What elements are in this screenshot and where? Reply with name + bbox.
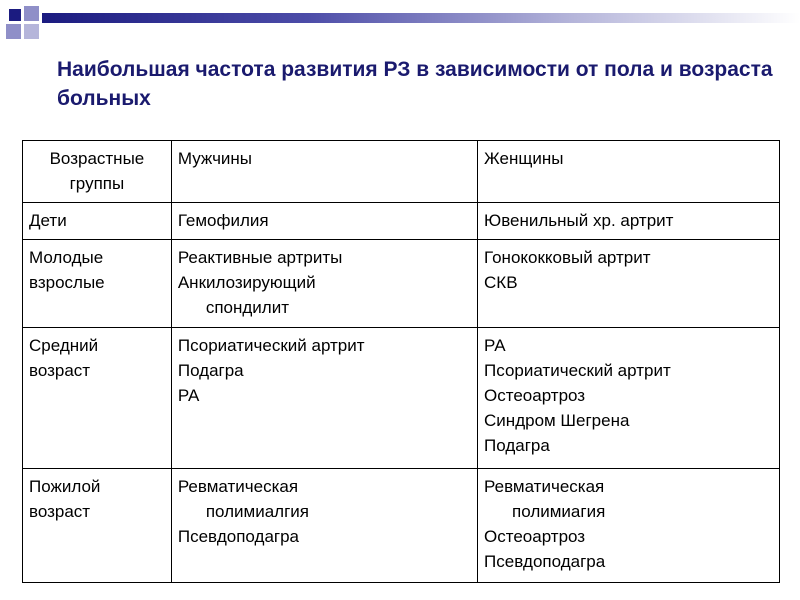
cell-line: Ревматическая xyxy=(177,477,299,496)
cell-men xyxy=(171,203,477,240)
cell-line: Гонококковый артрит xyxy=(484,248,651,267)
cell-line: Реактивные артриты xyxy=(177,248,343,267)
cell-line: Остеоартроз xyxy=(484,386,586,405)
cell-line: Остеоартроз xyxy=(484,527,586,546)
table-row xyxy=(23,203,780,240)
decorative-header xyxy=(0,0,800,50)
header-age-line: Возрастные xyxy=(49,149,145,168)
cell-line: полимиагия xyxy=(512,502,606,521)
cell-age xyxy=(23,240,172,328)
disease-table xyxy=(22,140,780,583)
cell-line: Гемофилия xyxy=(177,211,269,230)
cell-men xyxy=(171,240,477,328)
header-age-group xyxy=(23,141,172,203)
cell-line: Средний xyxy=(29,336,99,355)
table-row xyxy=(23,240,780,328)
header-men-label: Мужчины xyxy=(177,149,253,168)
cell-women xyxy=(478,469,780,583)
cell-line: Псориатический артрит xyxy=(177,336,365,355)
cell-line: Молодые xyxy=(29,248,104,267)
cell-women xyxy=(478,328,780,469)
table-header-row xyxy=(23,141,780,203)
cell-age xyxy=(23,203,172,240)
cell-age xyxy=(23,328,172,469)
cell-line: Псевдоподагра xyxy=(484,552,606,571)
cell-line: Пожилой xyxy=(29,477,101,496)
cell-age xyxy=(23,469,172,583)
cell-line: взрослые xyxy=(29,273,105,292)
cell-line: возраст xyxy=(29,502,91,521)
header-women-label: Женщины xyxy=(484,149,564,168)
table-row xyxy=(23,328,780,469)
cell-line: Подагра xyxy=(177,361,244,380)
cell-line: полимиалгия xyxy=(205,502,310,521)
cell-line: Псориатический артрит xyxy=(484,361,671,380)
header-women xyxy=(478,141,780,203)
cell-line: Ревматическая xyxy=(484,477,605,496)
table-row xyxy=(23,469,780,583)
decor-square-dark xyxy=(9,9,21,21)
cell-line: Псевдоподагра xyxy=(177,527,300,546)
header-men xyxy=(171,141,477,203)
decor-gradient-bar xyxy=(42,13,800,23)
page-title: Наибольшая частота развития РЗ в зависимости от пола и возраста больных xyxy=(57,58,773,110)
cell-line: Подагра xyxy=(484,436,550,455)
cell-women xyxy=(478,203,780,240)
cell-line: спондилит xyxy=(205,298,290,317)
cell-men xyxy=(171,328,477,469)
cell-line: возраст xyxy=(29,361,91,380)
decor-square-light xyxy=(24,6,39,21)
cell-women xyxy=(478,240,780,328)
cell-line: РА xyxy=(177,386,200,405)
decor-square-light xyxy=(24,24,39,39)
decor-square-light xyxy=(6,24,21,39)
cell-men xyxy=(171,469,477,583)
cell-line: Дети xyxy=(29,211,67,230)
header-age-line: группы xyxy=(69,174,125,193)
cell-line: Анкилозирующий xyxy=(177,273,316,292)
cell-line: Синдром Шегрена xyxy=(484,411,630,430)
cell-line: РА xyxy=(484,336,506,355)
cell-line: Ювенильный хр. артрит xyxy=(484,211,674,230)
cell-line: СКВ xyxy=(484,273,518,292)
